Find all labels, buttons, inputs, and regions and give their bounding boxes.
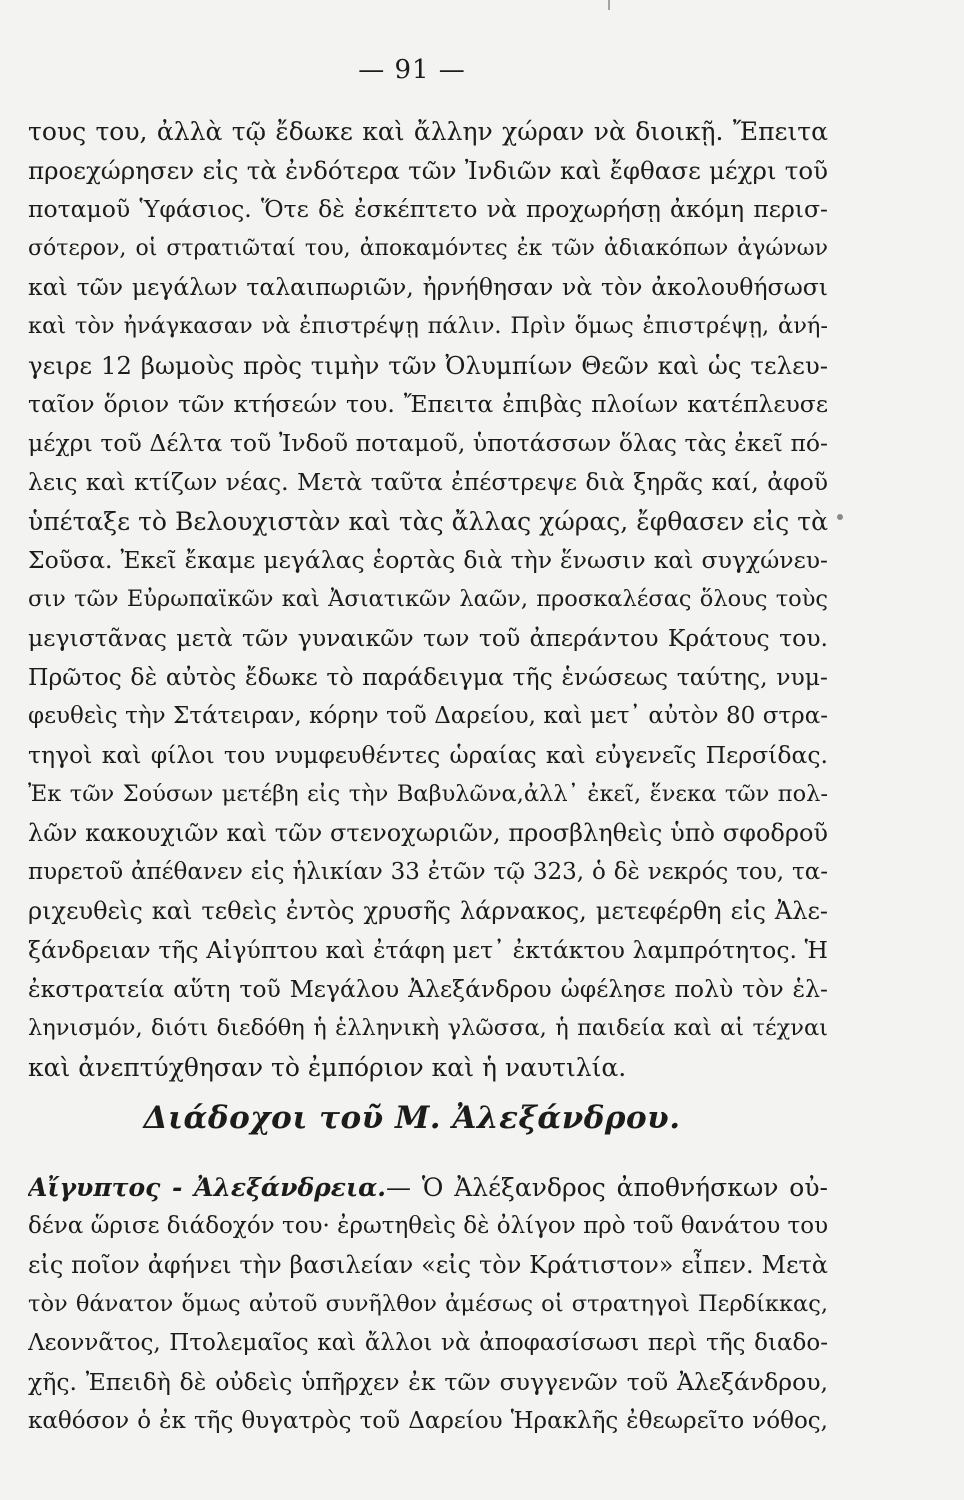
text-line: Λεοννᾶτος, Πτολεμαῖος καὶ ἄλλοι νὰ ἀποφασίσωσι περὶ τῆς διαδο- — [28, 1330, 828, 1356]
text-line: ριχευθεὶς καὶ τεθεὶς ἐντὸς χρυσῆς λάρνακος, μετεφέρθη εἰς Ἀλε- — [28, 897, 828, 925]
text-line: ξάνδρειαν τῆς Αἰγύπτου καὶ ἐτάφη μετ᾽ ἐκτάκτου λαμπρότητος. Ἡ — [28, 936, 828, 964]
text-line: ταῖον ὅριον τῶν κτήσεών του. Ἔπειτα ἐπιβὰς πλοίων κατέπλευσε — [28, 390, 828, 418]
text-line: ληνισμόν, διότι διεδόθη ἡ ἑλληνικὴ γλῶσσα, ἡ παιδεία καὶ αἱ τέχναι — [28, 1015, 828, 1041]
text-line: μέχρι τοῦ Δέλτα τοῦ Ἰνδοῦ ποταμοῦ, ὑποτάσσων ὅλας τὰς ἐκεῖ πό- — [28, 429, 828, 457]
run-in-heading: Αἴγυπτος - Ἀλεξάνδρεια. — [28, 1173, 387, 1202]
text-line: φευθεὶς τὴν Στάτειραν, κόρην τοῦ Δαρείου, καὶ μετ᾽ αὐτὸν 80 στρα- — [28, 703, 828, 729]
text-line: εἰς ποῖον ἀφήνει τὴν βασιλείαν «εἰς τὸν Κράτιστον» εἶπεν. Μετὰ — [28, 1251, 828, 1279]
text-line: καὶ τῶν μεγάλων ταλαιπωριῶν, ἠρνήθησαν νὰ τὸν ἀκολουθήσωσι — [28, 273, 828, 301]
text-line: ποταμοῦ Ὑφάσιος. Ὅτε δὲ ἐσκέπτετο νὰ προχωρήσῃ ἀκόμη περισ- — [28, 195, 828, 223]
scan-mark — [837, 514, 843, 520]
paragraph-successors — [28, 1168, 828, 1441]
text-line: λεις καὶ κτίζων νέας. Μετὰ ταῦτα ἐπέστρεψε διὰ ξηρᾶς καί, ἀφοῦ — [28, 468, 828, 496]
text-line: σότερον, οἱ στρατιῶταί του, ἀποκαμόντες ἐκ τῶν ἀδιακόπων ἀγώνων — [28, 236, 828, 261]
text-line: τὸν θάνατον ὅμως αὐτοῦ συνῆλθον ἀμέσως οἱ στρατηγοὶ Περδίκκας, — [28, 1291, 828, 1317]
text-line: Πρῶτος δὲ αὐτὸς ἔδωκε τὸ παράδειγμα τῆς ἑνώσεως ταύτης, νυμ- — [28, 663, 828, 691]
text-line: τους του, ἀλλὰ τῷ ἔδωκε καὶ ἄλλην χώραν νὰ διοικῇ. Ἔπειτα — [28, 117, 828, 146]
paragraph-alexander-campaign — [28, 112, 828, 1087]
text-run: — Ὁ Ἀλέξανδρος ἀποθνήσκων οὐ- — [386, 1173, 828, 1202]
text-line: σιν τῶν Εὐρωπαϊκῶν καὶ Ἀσιατικῶν λαῶν, προσκαλέσας ὅλους τοὺς — [28, 586, 828, 612]
text-line: Ἐκ τῶν Σούσων μετέβη εἰς τὴν Βαβυλῶνα,ἀλλ᾽ ἐκεῖ, ἕνεκα τῶν πολ- — [28, 781, 828, 807]
text-line: πυρετοῦ ἀπέθανεν εἰς ἡλικίαν 33 ἐτῶν τῷ 323, ὁ δὲ νεκρός του, τα- — [28, 859, 828, 885]
scan-mark — [608, 0, 610, 10]
text-line: τηγοὶ καὶ φίλοι του νυμφευθέντες ὡραίας καὶ εὐγενεῖς Περσίδας. — [28, 741, 828, 769]
text-line: χῆς. Ἐπειδὴ δὲ οὐδεὶς ὑπῆρχεν ἐκ τῶν συγγενῶν τοῦ Ἀλεξάνδρου, — [28, 1368, 828, 1396]
text-line: καὶ ἀνεπτύχθησαν τὸ ἐμπόριον καὶ ἡ ναυτιλία. — [28, 1053, 627, 1082]
text-line-with-lead — [28, 1168, 828, 1207]
text-line: δένα ὥρισε διάδοχόν του· ἐρωτηθεὶς δὲ ὀλίγον πρὸ τοῦ θανάτου του — [28, 1213, 828, 1239]
text-line: καθόσον ὁ ἐκ τῆς θυγατρὸς τοῦ Δαρείου Ἡρακλῆς ἐθεωρεῖτο νόθος, — [28, 1408, 828, 1434]
text-line: γειρε 12 βωμοὺς πρὸς τιμὴν τῶν Ὀλυμπίων Θεῶν καὶ ὡς τελευ- — [28, 351, 828, 380]
text-line: λῶν κακουχιῶν καὶ τῶν στενοχωριῶν, προσβληθεὶς ὑπὸ σφοδροῦ — [28, 819, 828, 847]
text-line: προεχώρησεν εἰς τὰ ἐνδότερα τῶν Ἰνδιῶν καὶ ἔφθασε μέχρι τοῦ — [28, 156, 828, 185]
section-heading: Διάδοχοι τοῦ Μ. Ἀλεξάνδρου. — [143, 1100, 681, 1136]
text-line: καὶ τὸν ἠνάγκασαν νὰ ἐπιστρέψῃ πάλιν. Πρὶν ὅμως ἐπιστρέψῃ, ἀνή- — [28, 313, 828, 339]
text-line: Σοῦσα. Ἐκεῖ ἔκαμε μεγάλας ἑορτὰς διὰ τὴν ἕνωσιν καὶ συγχώνευ- — [28, 546, 828, 574]
text-line: ἐκστρατεία αὕτη τοῦ Μεγάλου Ἀλεξάνδρου ὠφέλησε πολὺ τὸν ἑλ- — [28, 975, 828, 1003]
text-line: ὑπέταξε τὸ Βελουχιστὰν καὶ τὰς ἄλλας χώρας, ἔφθασεν εἰς τὰ — [28, 507, 828, 536]
text-line: μεγιστᾶνας μετὰ τῶν γυναικῶν των τοῦ ἀπεράντου Κράτους του. — [28, 624, 828, 652]
page-number: — 91 — — [358, 55, 466, 85]
